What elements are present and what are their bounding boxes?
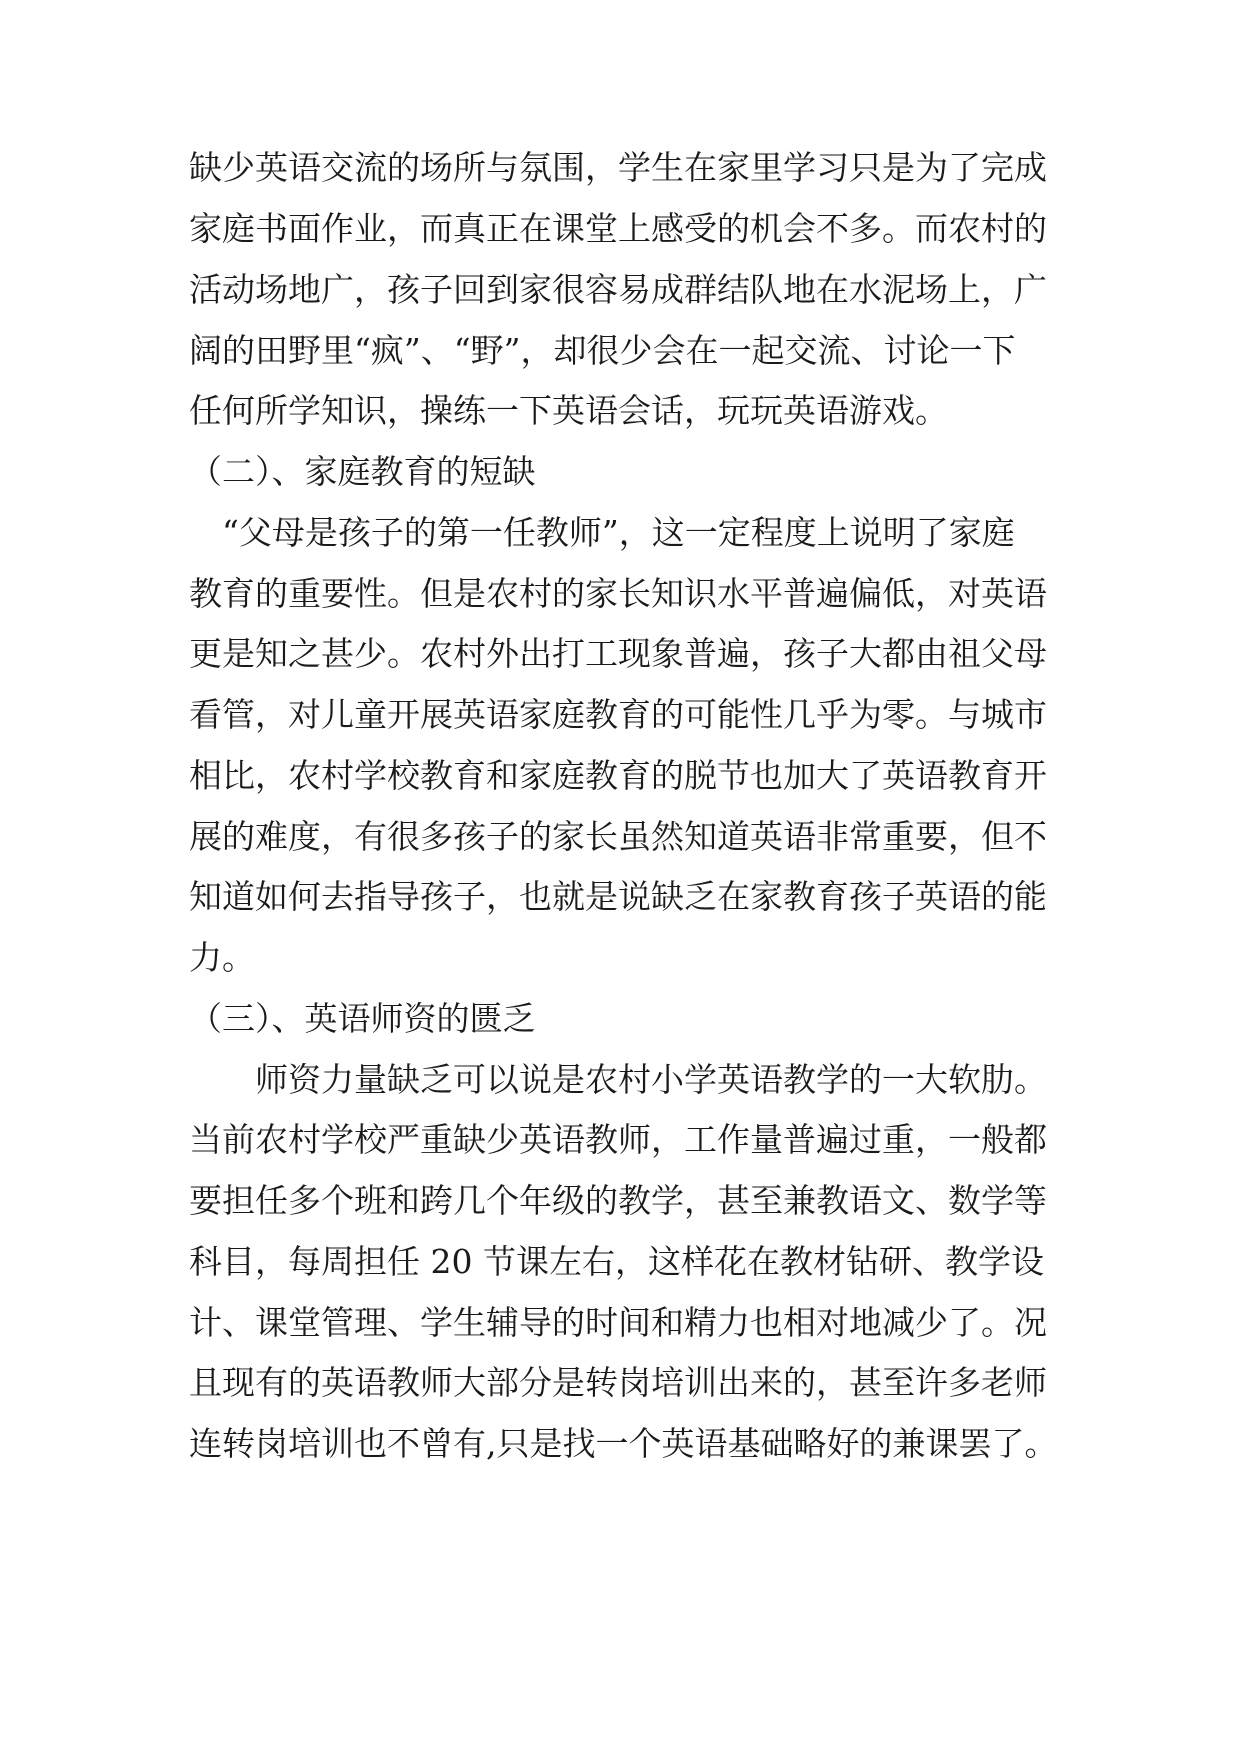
text-line: “父母是孩子的第一任教师”，这一定程度上说明了家庭 [189, 513, 1015, 552]
text-line: 看管，对儿童开展英语家庭教育的可能性几乎为零。与城市 [189, 695, 1047, 734]
text-line: 且现有的英语教师大部分是转岗培训出来的，甚至许多老师 [189, 1363, 1047, 1402]
text-line: 缺少英语交流的场所与氛围，学生在家里学习只是为了完成 [189, 148, 1047, 187]
text-line: 活动场地广，孩子回到家很容易成群结队地在水泥场上，广 [189, 270, 1047, 309]
text-line: 力。 [189, 938, 255, 977]
text-line: 师资力量缺乏可以说是农村小学英语教学的一大软肋。 [189, 1060, 1047, 1099]
section-heading: （二）、家庭教育的短缺 [189, 452, 536, 491]
text-line: 计、课堂管理、学生辅导的时间和精力也相对地减少了。况 [189, 1303, 1047, 1342]
text-line: 知道如何去指导孩子，也就是说缺乏在家教育孩子英语的能 [189, 877, 1047, 916]
text-line: 当前农村学校严重缺少英语教师，工作量普遍过重，一般都 [189, 1120, 1047, 1159]
text-line: 展的难度，有很多孩子的家长虽然知道英语非常重要，但不 [189, 817, 1047, 856]
text-line: 任何所学知识，操练一下英语会话，玩玩英语游戏。 [189, 391, 948, 430]
text-line: 相比，农村学校教育和家庭教育的脱节也加大了英语教育开 [189, 756, 1047, 795]
text-line: 教育的重要性。但是农村的家长知识水平普遍偏低，对英语 [189, 574, 1047, 613]
text-line: 阔的田野里“疯”、“野”，却很少会在一起交流、讨论一下 [189, 331, 1016, 370]
text-line: 家庭书面作业，而真正在课堂上感受的机会不多。而农村的 [189, 209, 1047, 248]
text-line: 要担任多个班和跨几个年级的教学，甚至兼教语文、数学等 [189, 1181, 1047, 1220]
text-line: 连转岗培训也不曾有,只是找一个英语基础略好的兼课罢了。 [189, 1424, 1058, 1463]
text-line: 科目，每周担任 20 节课左右，这样花在教材钻研、教学设 [189, 1242, 1044, 1281]
section-heading: （三）、英语师资的匮乏 [189, 999, 536, 1038]
text-line: 更是知之甚少。农村外出打工现象普遍，孩子大都由祖父母 [189, 634, 1047, 673]
